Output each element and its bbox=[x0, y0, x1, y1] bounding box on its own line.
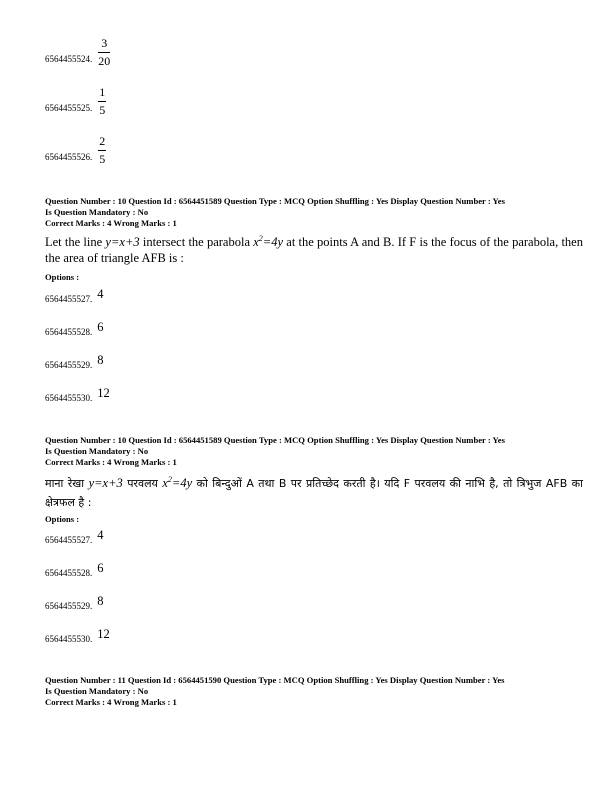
option-id: 6564455526. bbox=[45, 152, 93, 162]
option-value: 4 bbox=[97, 528, 104, 542]
numerator: 1 bbox=[99, 85, 106, 99]
text-segment: at the points A and B. If F is the focus of the parabola, then the area of triangle AFB is : bbox=[45, 235, 583, 265]
text-segment: माना रेखा bbox=[45, 477, 89, 490]
fraction bbox=[98, 86, 106, 117]
numerator: 3 bbox=[101, 36, 108, 50]
question-header bbox=[45, 675, 585, 709]
marks-info: Correct Marks : 4 Wrong Marks : 1 bbox=[45, 457, 177, 468]
text-segment: परवलय bbox=[122, 477, 163, 490]
option-id: 6564455530. bbox=[45, 634, 93, 644]
options-label: Options : bbox=[45, 272, 80, 282]
question-meta: Question Number : 11 Question Id : 6564451590 Question Type : MCQ Option Shuffling : Yes Display Question Number : Yes bbox=[45, 675, 505, 685]
question-text-hindi bbox=[45, 474, 583, 512]
option-id: 6564455527. bbox=[45, 535, 93, 545]
mandatory-flag: Is Question Mandatory : No bbox=[45, 207, 149, 218]
question-header bbox=[45, 435, 585, 469]
fraction-bar bbox=[98, 150, 106, 151]
fraction bbox=[98, 135, 106, 166]
option-value: 4 bbox=[97, 287, 104, 301]
fraction-bar bbox=[98, 101, 106, 102]
option-row[interactable] bbox=[45, 320, 104, 337]
option-row[interactable] bbox=[45, 131, 106, 166]
question-text bbox=[45, 235, 583, 266]
question-meta: Question Number : 10 Question Id : 6564451589 Question Type : MCQ Option Shuffling : Yes Display Question Number : Yes bbox=[45, 435, 505, 445]
equation bbox=[162, 476, 192, 490]
options-label: Options : bbox=[45, 514, 80, 524]
option-row[interactable] bbox=[45, 386, 110, 403]
option-value: 6 bbox=[97, 320, 104, 334]
option-value: 8 bbox=[97, 594, 104, 608]
question-meta: Question Number : 10 Question Id : 6564451589 Question Type : MCQ Option Shuffling : Yes Display Question Number : Yes bbox=[45, 196, 505, 206]
eq-rest: =4y bbox=[171, 476, 193, 490]
equation bbox=[253, 235, 283, 249]
denominator: 20 bbox=[98, 54, 111, 68]
option-value: 12 bbox=[97, 627, 110, 641]
text-segment: को बिन्दुओं A तथा B पर प्रतिच्छेद करती है। यदि F परवलय की नाभि है, तो त्रिभुज AFB का क्षेत्रफल है : bbox=[45, 477, 583, 509]
eq-rest: =4y bbox=[262, 235, 284, 249]
option-value: 6 bbox=[97, 561, 104, 575]
option-id: 6564455529. bbox=[45, 360, 93, 370]
option-row[interactable] bbox=[45, 82, 106, 117]
eq-exponent: 2 bbox=[167, 474, 172, 484]
mandatory-flag: Is Question Mandatory : No bbox=[45, 446, 149, 457]
fraction bbox=[98, 37, 110, 68]
equation: y=x+3 bbox=[105, 235, 140, 249]
option-row[interactable] bbox=[45, 528, 104, 545]
option-id: 6564455528. bbox=[45, 568, 93, 578]
numerator: 2 bbox=[99, 134, 106, 148]
eq-base: x bbox=[162, 476, 168, 490]
option-value: 12 bbox=[97, 386, 110, 400]
option-row[interactable] bbox=[45, 287, 104, 304]
eq-exponent: 2 bbox=[258, 233, 263, 243]
question-header bbox=[45, 196, 585, 230]
mandatory-flag: Is Question Mandatory : No bbox=[45, 686, 149, 697]
option-id: 6564455528. bbox=[45, 327, 93, 337]
marks-info: Correct Marks : 4 Wrong Marks : 1 bbox=[45, 218, 177, 229]
option-row[interactable] bbox=[45, 561, 104, 578]
marks-info: Correct Marks : 4 Wrong Marks : 1 bbox=[45, 697, 177, 708]
option-value: 8 bbox=[97, 353, 104, 367]
option-row[interactable] bbox=[45, 33, 111, 68]
option-id: 6564455525. bbox=[45, 103, 93, 113]
option-id: 6564455527. bbox=[45, 294, 93, 304]
equation: y=x+3 bbox=[88, 476, 123, 490]
option-row[interactable] bbox=[45, 627, 110, 644]
eq-base: x bbox=[253, 235, 259, 249]
option-id: 6564455530. bbox=[45, 393, 93, 403]
denominator: 5 bbox=[99, 103, 106, 117]
option-row[interactable] bbox=[45, 353, 104, 370]
text-segment: intersect the parabola bbox=[139, 235, 254, 249]
option-id: 6564455524. bbox=[45, 54, 93, 64]
text-segment: Let the line bbox=[45, 235, 106, 249]
fraction-bar bbox=[98, 52, 110, 53]
denominator: 5 bbox=[99, 152, 106, 166]
option-row[interactable] bbox=[45, 594, 104, 611]
option-id: 6564455529. bbox=[45, 601, 93, 611]
